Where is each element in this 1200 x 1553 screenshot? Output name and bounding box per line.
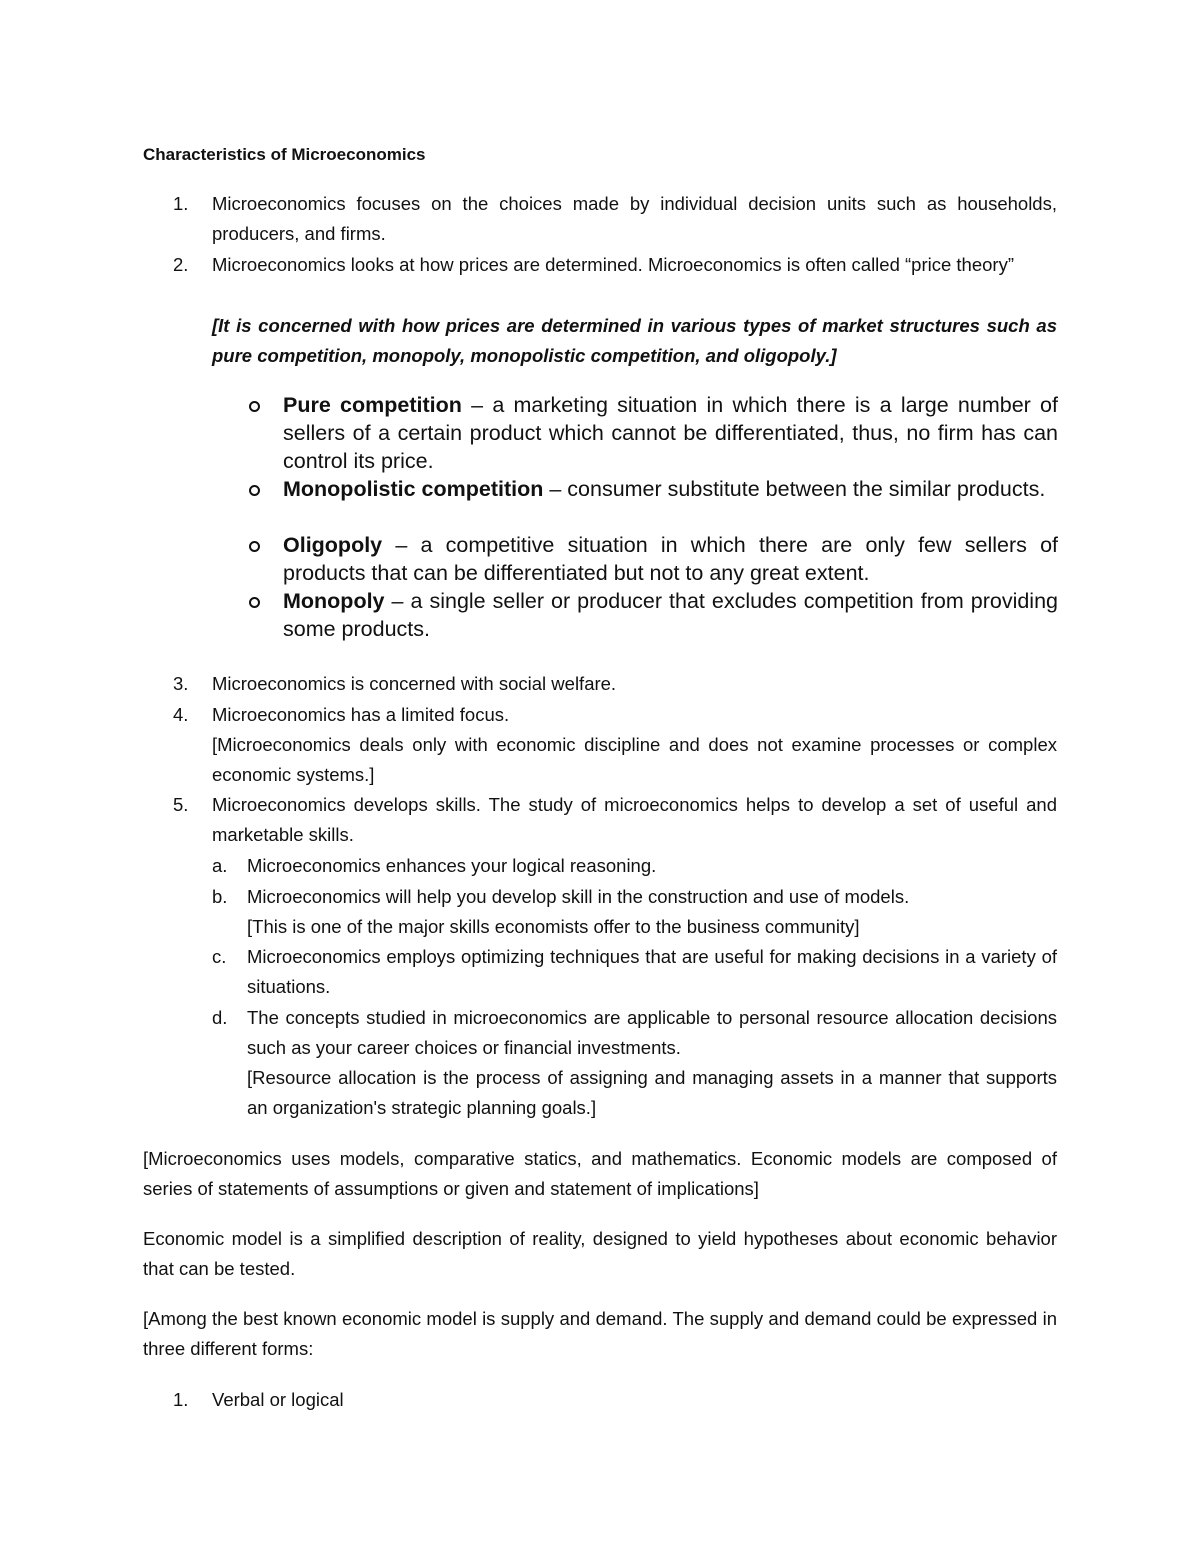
paragraph: [Among the best known economic model is supply and demand. The supply and demand could be expressed in three different forms: (143, 1308, 1057, 1360)
sublist-item-text: Microeconomics enhances your logical reasoning. (247, 855, 657, 876)
list-item-text: Microeconomics focuses on the choices made by individual decision units such as households, producers, and firms. (212, 193, 1057, 245)
list-number: 4. (173, 704, 189, 725)
list-item-note: [It is concerned with how prices are determined in various types of market structures such as pure competition, monopoly, monopolistic competition, and oligopoly.] (212, 315, 1057, 367)
list-item-text: Microeconomics looks at how prices are determined. Microeconomics is often called “price theory” (212, 254, 1014, 275)
document-title: Characteristics of Microeconomics (143, 145, 426, 164)
circle-bullet-icon (247, 391, 263, 419)
list-number: 3. (173, 673, 189, 694)
list-item-text: Verbal or logical (212, 1389, 344, 1410)
list-item-text: Microeconomics develops skills. The study of microeconomics helps to develop a set of useful and marketable skills. (212, 794, 1057, 846)
list-item-text: Microeconomics is concerned with social welfare. (212, 673, 617, 694)
market-structure-item (283, 587, 1058, 643)
circle-bullet-icon (247, 587, 263, 615)
market-structure-item (283, 531, 1058, 587)
list-item-note: [Microeconomics deals only with economic discipline and does not examine processes or complex economic systems.] (212, 734, 1057, 786)
market-structure-definition: – a single seller or producer that excludes competition from providing some products. (283, 589, 1058, 641)
list-number: 2. (173, 254, 189, 275)
sublist-letter: a. (212, 855, 228, 876)
sublist-letter: c. (212, 946, 227, 967)
market-structure-item (283, 391, 1058, 475)
list-number: 1. (173, 193, 189, 214)
market-structure-definition: – a competitive situation in which there are only few sellers of products that can be differentiated but not to any great extent. (283, 533, 1058, 585)
paragraph: [Microeconomics uses models, comparative statics, and mathematics. Economic models are composed of series of statements of assumptions or given and statement of implications] (143, 1148, 1057, 1200)
market-structure-definition: – a marketing situation in which there is a large number of sellers of a certain product which cannot be differentiated, thus, no firm has can control its price. (283, 393, 1058, 473)
sublist-letter: d. (212, 1007, 228, 1028)
market-structure-term: Oligopoly (283, 533, 383, 557)
sublist-item-note: [Resource allocation is the process of assigning and managing assets in a manner that supports an organization's strategic planning goals.] (247, 1067, 1057, 1119)
sublist-item-text: Microeconomics will help you develop skill in the construction and use of models. (247, 886, 910, 907)
market-structure-term: Monopoly (283, 589, 385, 613)
market-structure-term: Pure competition (283, 393, 462, 417)
sublist-item-text: The concepts studied in microeconomics are applicable to personal resource allocation decisions such as your career choices or financial investments. (247, 1007, 1057, 1059)
circle-bullet-icon (247, 531, 263, 559)
list-number: 1. (173, 1389, 189, 1410)
sublist-letter: b. (212, 886, 228, 907)
list-number: 5. (173, 794, 189, 815)
market-structure-item (283, 475, 1058, 503)
sublist-item-text: Microeconomics employs optimizing techniques that are useful for making decisions in a variety of situations. (247, 946, 1057, 998)
market-structure-term: Monopolistic competition (283, 477, 544, 501)
circle-bullet-icon (247, 475, 263, 503)
list-item-text: Microeconomics has a limited focus. (212, 704, 510, 725)
sublist-item-note: [This is one of the major skills economists offer to the business community] (247, 916, 860, 937)
paragraph: Economic model is a simplified description of reality, designed to yield hypotheses about economic behavior that can be tested. (143, 1228, 1057, 1280)
market-structure-definition: – consumer substitute between the similar products. (543, 477, 1046, 501)
